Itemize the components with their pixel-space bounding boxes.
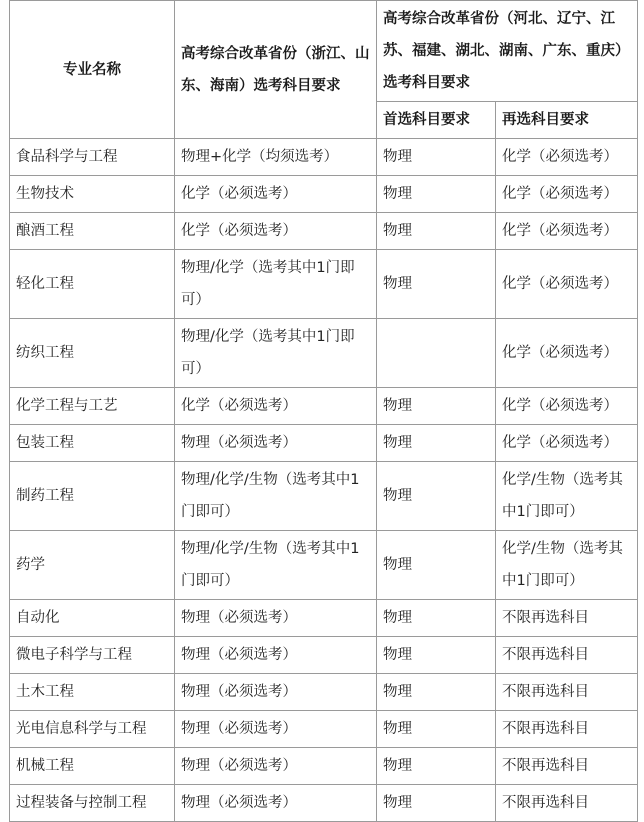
header-second-choice: 再选科目要求: [496, 102, 638, 139]
cell-first-choice: 物理: [377, 425, 496, 462]
cell-major: 包装工程: [10, 425, 175, 462]
cell-second-choice: 化学（必须选考）: [496, 388, 638, 425]
cell-first-choice: 物理: [377, 600, 496, 637]
cell-second-choice: 化学（必须选考）: [496, 250, 638, 319]
cell-first-choice: 物理: [377, 674, 496, 711]
cell-first-choice: 物理: [377, 531, 496, 600]
table-row: [10, 674, 638, 711]
table-row: [10, 425, 638, 462]
table-row: [10, 748, 638, 785]
cell-second-choice: 不限再选科目: [496, 785, 638, 822]
cell-group-a: 物理（必须选考）: [175, 600, 377, 637]
cell-first-choice: 物理: [377, 748, 496, 785]
cell-group-a: 物理/化学/生物（选考其中1门即可）: [175, 462, 377, 531]
cell-group-a: 物理/化学（选考其中1门即可）: [175, 250, 377, 319]
cell-first-choice: [377, 319, 496, 388]
cell-major: 轻化工程: [10, 250, 175, 319]
cell-group-a: 物理（必须选考）: [175, 785, 377, 822]
table-row: [10, 462, 638, 531]
cell-second-choice: 化学（必须选考）: [496, 213, 638, 250]
cell-major: 化学工程与工艺: [10, 388, 175, 425]
cell-group-a: 物理（必须选考）: [175, 711, 377, 748]
cell-first-choice: 物理: [377, 250, 496, 319]
subject-requirements-table: [9, 0, 638, 822]
cell-group-a: 化学（必须选考）: [175, 176, 377, 213]
header-group-a: 高考综合改革省份（浙江、山东、海南）选考科目要求: [175, 1, 377, 139]
cell-group-a: 物理/化学/生物（选考其中1门即可）: [175, 531, 377, 600]
cell-second-choice: 不限再选科目: [496, 748, 638, 785]
cell-second-choice: 不限再选科目: [496, 637, 638, 674]
cell-second-choice: 不限再选科目: [496, 674, 638, 711]
cell-group-a: 物理（必须选考）: [175, 425, 377, 462]
cell-major: 纺织工程: [10, 319, 175, 388]
cell-first-choice: 物理: [377, 785, 496, 822]
table-row: [10, 213, 638, 250]
cell-group-a: 物理/化学（选考其中1门即可）: [175, 319, 377, 388]
table-row: [10, 319, 638, 388]
cell-first-choice: 物理: [377, 637, 496, 674]
cell-major: 微电子科学与工程: [10, 637, 175, 674]
cell-major: 生物技术: [10, 176, 175, 213]
cell-second-choice: 化学（必须选考）: [496, 425, 638, 462]
cell-group-a: 物理+化学（均须选考）: [175, 139, 377, 176]
cell-second-choice: 化学（必须选考）: [496, 176, 638, 213]
table-row: [10, 600, 638, 637]
cell-first-choice: 物理: [377, 388, 496, 425]
table-row: [10, 637, 638, 674]
header-first-choice: 首选科目要求: [377, 102, 496, 139]
cell-major: 自动化: [10, 600, 175, 637]
header-row: [10, 1, 638, 102]
cell-second-choice: 不限再选科目: [496, 711, 638, 748]
cell-first-choice: 物理: [377, 711, 496, 748]
cell-second-choice: 不限再选科目: [496, 600, 638, 637]
cell-major: 土木工程: [10, 674, 175, 711]
cell-major: 酿酒工程: [10, 213, 175, 250]
cell-major: 过程装备与控制工程: [10, 785, 175, 822]
header-major: 专业名称: [10, 1, 175, 139]
cell-group-a: 化学（必须选考）: [175, 388, 377, 425]
table-row: [10, 531, 638, 600]
cell-major: 制药工程: [10, 462, 175, 531]
table-body: [10, 139, 638, 822]
cell-second-choice: 化学/生物（选考其中1门即可）: [496, 462, 638, 531]
cell-first-choice: 物理: [377, 176, 496, 213]
cell-first-choice: 物理: [377, 139, 496, 176]
header-group-b: 高考综合改革省份（河北、辽宁、江苏、福建、湖北、湖南、广东、重庆）选考科目要求: [377, 1, 638, 102]
cell-major: 药学: [10, 531, 175, 600]
table-row: [10, 176, 638, 213]
cell-group-a: 化学（必须选考）: [175, 213, 377, 250]
cell-first-choice: 物理: [377, 213, 496, 250]
cell-second-choice: 化学/生物（选考其中1门即可）: [496, 531, 638, 600]
table-row: [10, 139, 638, 176]
cell-second-choice: 化学（必须选考）: [496, 319, 638, 388]
cell-second-choice: 化学（必须选考）: [496, 139, 638, 176]
cell-major: 机械工程: [10, 748, 175, 785]
cell-group-a: 物理（必须选考）: [175, 637, 377, 674]
table-row: [10, 250, 638, 319]
table-row: [10, 785, 638, 822]
cell-major: 光电信息科学与工程: [10, 711, 175, 748]
cell-first-choice: 物理: [377, 462, 496, 531]
table-row: [10, 711, 638, 748]
table-row: [10, 388, 638, 425]
cell-major: 食品科学与工程: [10, 139, 175, 176]
cell-group-a: 物理（必须选考）: [175, 748, 377, 785]
cell-group-a: 物理（必须选考）: [175, 674, 377, 711]
